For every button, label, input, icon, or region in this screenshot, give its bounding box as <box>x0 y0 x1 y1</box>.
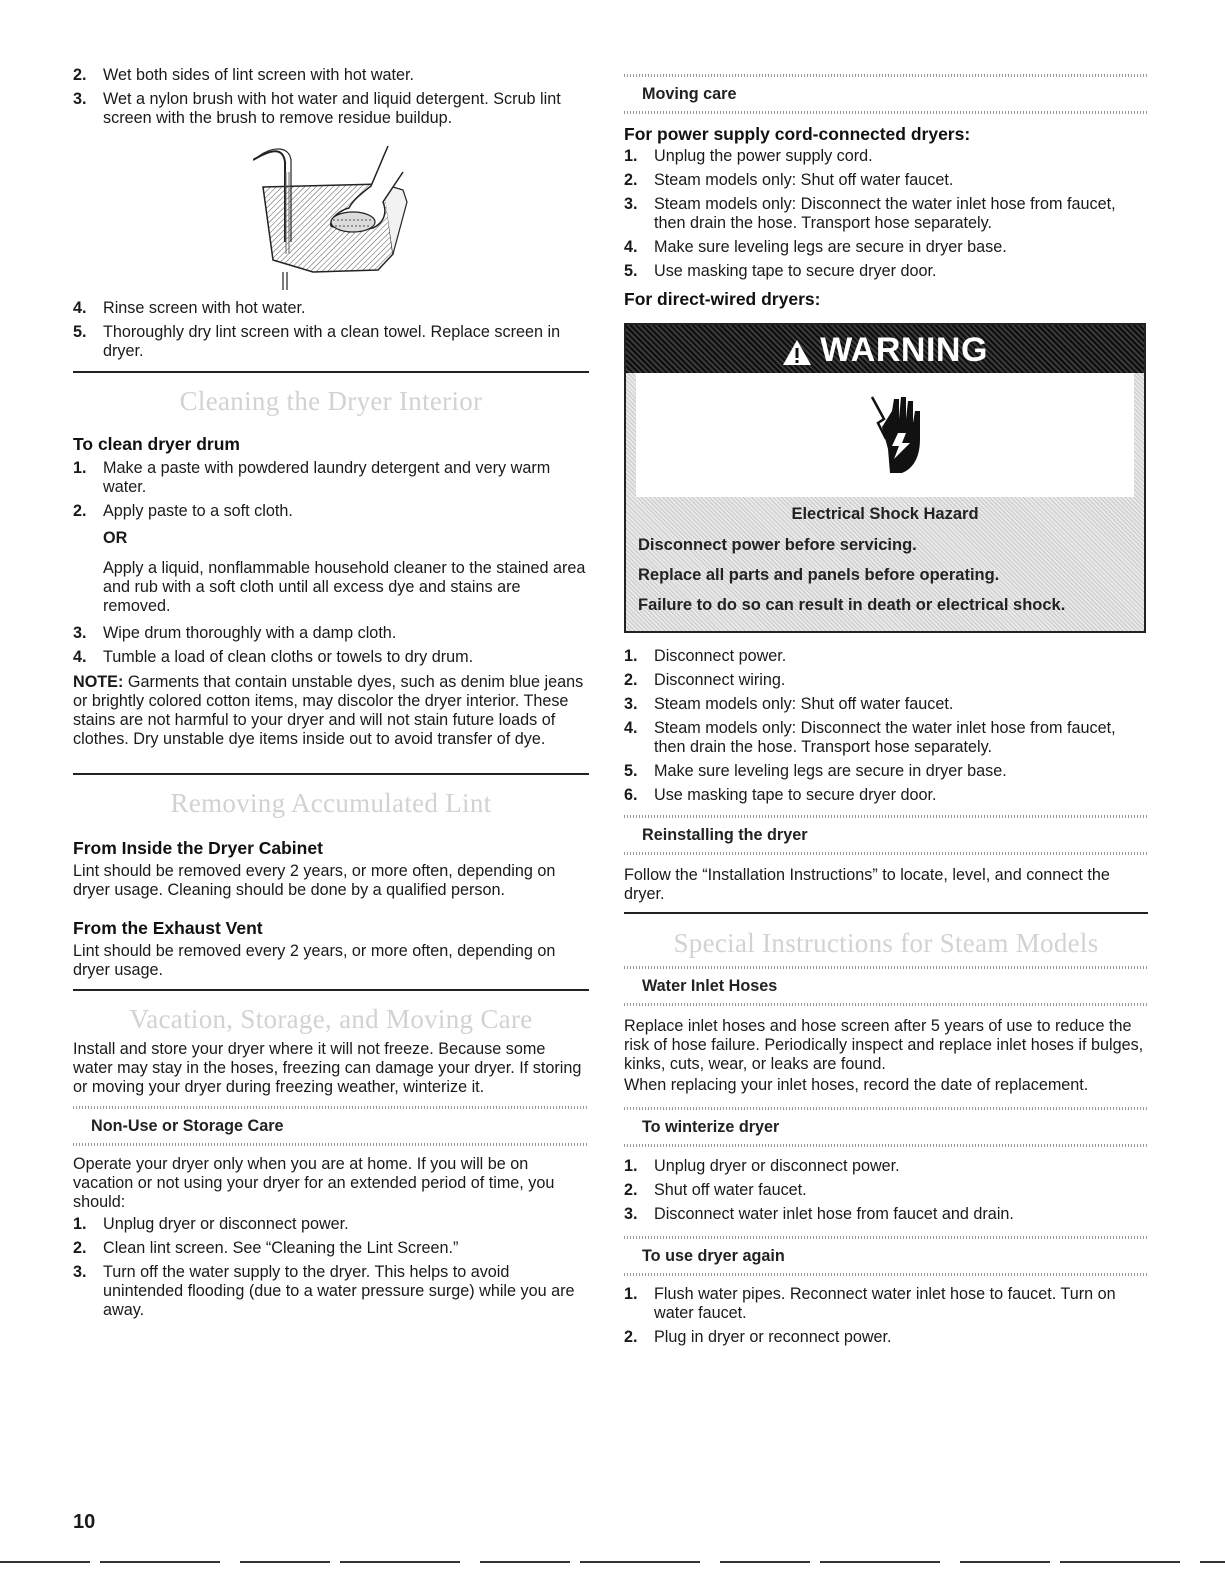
inlet-text-2: When replacing your inlet hoses, record the date of replacement. <box>624 1076 1089 1094</box>
direct-wired-steps <box>624 647 1148 810</box>
bottom-edge-line <box>0 1561 1225 1563</box>
nonuse-steps <box>73 1215 589 1325</box>
list-item: 2. Apply paste to a soft cloth. <box>73 502 293 520</box>
list-item: 2. Shut off water faucet. <box>624 1181 807 1199</box>
warning-line: Disconnect power before servicing. <box>638 536 917 554</box>
note-paragraph: NOTE: Garments that contain unstable dyes, such as denim blue jeans or brightly colored cotton items, may discolor the dryer interior. These stains are not harmful to your dryer and will not stain future loads of clothes. Dry unstable dye items inside out to avoid transfer of dye. <box>73 673 584 748</box>
sub-header-nonuse: Non-Use or Storage Care <box>73 1106 589 1146</box>
list-item: 2. Clean lint screen. See “Cleaning the Lint Screen.” <box>73 1239 459 1257</box>
warning-header: WARNING <box>626 325 1144 373</box>
section-divider <box>73 371 589 373</box>
cord-steps <box>624 147 1148 286</box>
cabinet-text: Lint should be removed every 2 years, or more often, depending on dryer usage. Cleaning should be done by a qualified person. <box>73 862 556 899</box>
list-item: 3. Wet a nylon brush with hot water and liquid detergent. Scrub lint screen with the brush to remove residue buildup. <box>73 90 561 127</box>
electrical-shock-icon <box>864 389 924 489</box>
clean-drum-steps <box>73 459 589 526</box>
hazard-title: Electrical Shock Hazard <box>791 505 979 523</box>
vacation-intro: Install and store your dryer where it will not freeze. Because some water may stay in the hoses, freezing can damage your dryer. If storing or moving your dryer during freezing weather, winterize it. <box>73 1040 582 1096</box>
list-item: 5. Use masking tape to secure dryer door. <box>624 262 937 280</box>
vent-text: Lint should be removed every 2 years, or more often, depending on dryer usage. <box>73 942 556 979</box>
or-label: OR <box>103 529 128 547</box>
list-item: 3. Steam models only: Shut off water faucet. <box>624 695 954 713</box>
warning-line: Failure to do so can result in death or electrical shock. <box>638 596 1066 614</box>
section-divider <box>624 912 1148 914</box>
warning-box <box>624 323 1146 633</box>
warning-icon-panel <box>636 373 1134 497</box>
intro-steps <box>73 66 589 133</box>
list-item: 1. Flush water pipes. Reconnect water inlet hose to faucet. Turn on water faucet. <box>624 1285 1116 1322</box>
warning-line: Replace all parts and panels before operating. <box>638 566 1000 584</box>
list-item: 2. Plug in dryer or reconnect power. <box>624 1328 892 1346</box>
list-item: 3. Steam models only: Disconnect the water inlet hose from faucet, then drain the hose. Transport hose separately. <box>624 195 1116 232</box>
use-again-steps <box>624 1285 1148 1352</box>
section-divider <box>73 773 589 775</box>
inlet-text-1: Replace inlet hoses and hose screen after 5 years of use to reduce the risk of hose failure. Periodically inspect and replace inlet hoses if bulges, kinks, cuts, wear, or leaks are found. <box>624 1017 1144 1073</box>
section-divider <box>73 989 589 991</box>
heading-clean-drum: To clean dryer drum <box>73 434 240 454</box>
list-item: 4. Rinse screen with hot water. <box>73 299 306 317</box>
sub-header-moving-care: Moving care <box>624 74 1148 114</box>
nonuse-text: Operate your dryer only when you are at home. If you will be on vacation or not using your dryer for an extended period of time, you should: <box>73 1155 555 1211</box>
sub-header-winterize: To winterize dryer <box>624 1107 1148 1147</box>
sub-header-use-again: To use dryer again <box>624 1236 1148 1276</box>
after-figure-steps <box>73 299 589 366</box>
list-item: 1. Make a paste with powdered laundry detergent and very warm water. <box>73 459 551 496</box>
page-number: 10 <box>73 1511 96 1533</box>
heading-exhaust-vent: From the Exhaust Vent <box>73 918 263 938</box>
lint-screen-illustration <box>253 142 483 292</box>
list-item: 3. Turn off the water supply to the dryer. This helps to avoid unintended flooding (due to a water pressure surge) while you are away. <box>73 1263 575 1319</box>
list-item: 2. Wet both sides of lint screen with hot water. <box>73 66 415 84</box>
heading-direct-wired: For direct-wired dryers: <box>624 289 821 309</box>
section-title-vacation: Vacation, Storage, and Moving Care <box>129 1004 533 1034</box>
winterize-steps <box>624 1157 1148 1229</box>
heading-cord-connected: For power supply cord-connected dryers: <box>624 124 971 144</box>
list-item: 1. Unplug dryer or disconnect power. <box>624 1157 900 1175</box>
list-item: 4. Steam models only: Disconnect the water inlet hose from faucet, then drain the hose. Transport hose separately. <box>624 719 1116 756</box>
alt-cleaning-text: Apply a liquid, nonflammable household cleaner to the stained area and rub with a soft cloth until all excess dye and stains are removed. <box>103 559 586 615</box>
sub-header-water-inlet: Water Inlet Hoses <box>624 966 1148 1006</box>
list-item: 6. Use masking tape to secure dryer door. <box>624 786 937 804</box>
list-item: 1. Disconnect power. <box>624 647 787 665</box>
list-item: 1. Unplug dryer or disconnect power. <box>73 1215 349 1233</box>
heading-dryer-cabinet: From Inside the Dryer Cabinet <box>73 838 323 858</box>
section-title-removing-lint: Removing Accumulated Lint <box>170 788 492 818</box>
list-item: 5. Thoroughly dry lint screen with a clean towel. Replace screen in dryer. <box>73 323 561 360</box>
list-item: 5. Make sure leveling legs are secure in dryer base. <box>624 762 1007 780</box>
warning-text-area <box>626 497 1144 634</box>
section-title-cleaning-interior: Cleaning the Dryer Interior <box>179 386 483 416</box>
sub-header-reinstalling: Reinstalling the dryer <box>624 815 1148 855</box>
list-item: 3. Disconnect water inlet hose from faucet and drain. <box>624 1205 1014 1223</box>
note-label: NOTE: <box>73 673 124 691</box>
warning-triangle-icon <box>782 339 812 366</box>
section-title-steam: Special Instructions for Steam Models <box>673 928 1099 958</box>
list-item: 4. Tumble a load of clean cloths or towels to dry drum. <box>73 648 474 666</box>
list-item: 3. Wipe drum thoroughly with a damp cloth. <box>73 624 397 642</box>
clean-drum-steps-after <box>73 624 589 672</box>
list-item: 1. Unplug the power supply cord. <box>624 147 873 165</box>
reinstall-text: Follow the “Installation Instructions” to locate, level, and connect the dryer. <box>624 866 1110 903</box>
list-item: 2. Disconnect wiring. <box>624 671 786 689</box>
list-item: 2. Steam models only: Shut off water faucet. <box>624 171 954 189</box>
list-item: 4. Make sure leveling legs are secure in dryer base. <box>624 238 1007 256</box>
